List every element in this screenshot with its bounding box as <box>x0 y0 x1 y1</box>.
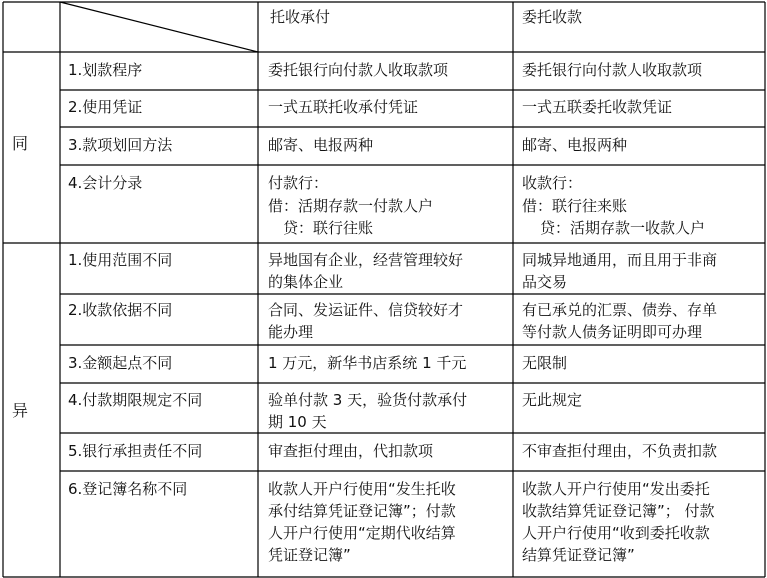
collection-cell: 结算凭证登记簿” <box>522 546 635 564</box>
group-label-same: 同 <box>12 134 29 153</box>
row-item: 2.收款依据不同 <box>68 301 173 319</box>
consignment-cell: 的集体企业 <box>268 273 344 291</box>
row-item: 4.付款期限规定不同 <box>68 391 203 409</box>
consignment-cell: 凭证登记簿” <box>268 546 351 564</box>
collection-cell: 收款人开户行使用“发出委托 <box>522 480 710 498</box>
consignment-cell: 1 万元，新华书店系统 1 千元 <box>268 354 467 372</box>
header-consignment: 托收承付 <box>270 8 331 26</box>
collection-cell: 等付款人债务证明即可办理 <box>522 323 703 341</box>
collection-cell: 借：联行往来账 <box>522 197 628 215</box>
row-item: 4.会计分录 <box>68 174 143 192</box>
row-item: 3.金额起点不同 <box>68 354 173 372</box>
row-item: 1.划款程序 <box>68 61 143 79</box>
consignment-cell: 异地国有企业，经营管理较好 <box>268 251 464 269</box>
collection-cell: 不审查拒付理由，不负责扣款 <box>522 442 718 460</box>
consignment-cell: 付款行： <box>268 174 329 192</box>
consignment-cell: 委托银行向付款人收取款项 <box>268 61 449 79</box>
row-item: 6.登记簿名称不同 <box>68 480 188 498</box>
row-item: 3.款项划回方法 <box>68 136 173 154</box>
collection-cell: 人开户行使用“收到委托收款 <box>522 524 710 542</box>
row-item: 1.使用范围不同 <box>68 251 173 269</box>
consignment-cell: 能办理 <box>268 323 314 341</box>
collection-cell: 同城异地通用，而且用于非商 <box>522 251 718 269</box>
collection-cell: 委托银行向付款人收取款项 <box>522 61 703 79</box>
consignment-cell: 审查拒付理由，代扣款项 <box>268 442 434 460</box>
row-item: 2.使用凭证 <box>68 98 143 116</box>
header-diagonal <box>60 2 258 52</box>
consignment-cell: 收款人开户行使用“发生托收 <box>268 480 456 498</box>
consignment-cell: 人开户行使用“定期代收结算 <box>268 524 456 542</box>
row-item: 5.银行承担责任不同 <box>68 442 203 460</box>
consignment-cell: 邮寄、电报两种 <box>268 136 374 154</box>
consignment-cell: 一式五联托收承付凭证 <box>268 98 419 116</box>
collection-cell: 无此规定 <box>522 391 583 409</box>
consignment-cell: 借：活期存款一付款人户 <box>268 197 434 215</box>
collection-cell: 有已承兑的汇票、债券、存单 <box>522 301 718 319</box>
consignment-cell: 承付结算凭证登记簿”；付款 <box>268 502 456 520</box>
collection-cell: 收款行： <box>522 174 583 192</box>
consignment-cell: 验单付款 3 天，验货付款承付 <box>268 391 468 409</box>
group-label-different: 异 <box>12 401 29 420</box>
collection-cell: 邮寄、电报两种 <box>522 136 628 154</box>
consignment-cell: 期 10 天 <box>268 413 327 431</box>
consignment-cell: 合同、发运证件、信贷较好才 <box>268 301 464 319</box>
collection-cell: 一式五联委托收款凭证 <box>522 98 673 116</box>
collection-cell: 无限制 <box>522 354 568 372</box>
collection-cell: 收款结算凭证登记簿”； 付款 <box>522 502 715 520</box>
collection-cell: 贷：活期存款一收款人户 <box>540 219 706 237</box>
header-collection: 委托收款 <box>522 8 583 26</box>
consignment-cell: 贷：联行往账 <box>283 219 374 237</box>
collection-cell: 品交易 <box>522 273 568 291</box>
